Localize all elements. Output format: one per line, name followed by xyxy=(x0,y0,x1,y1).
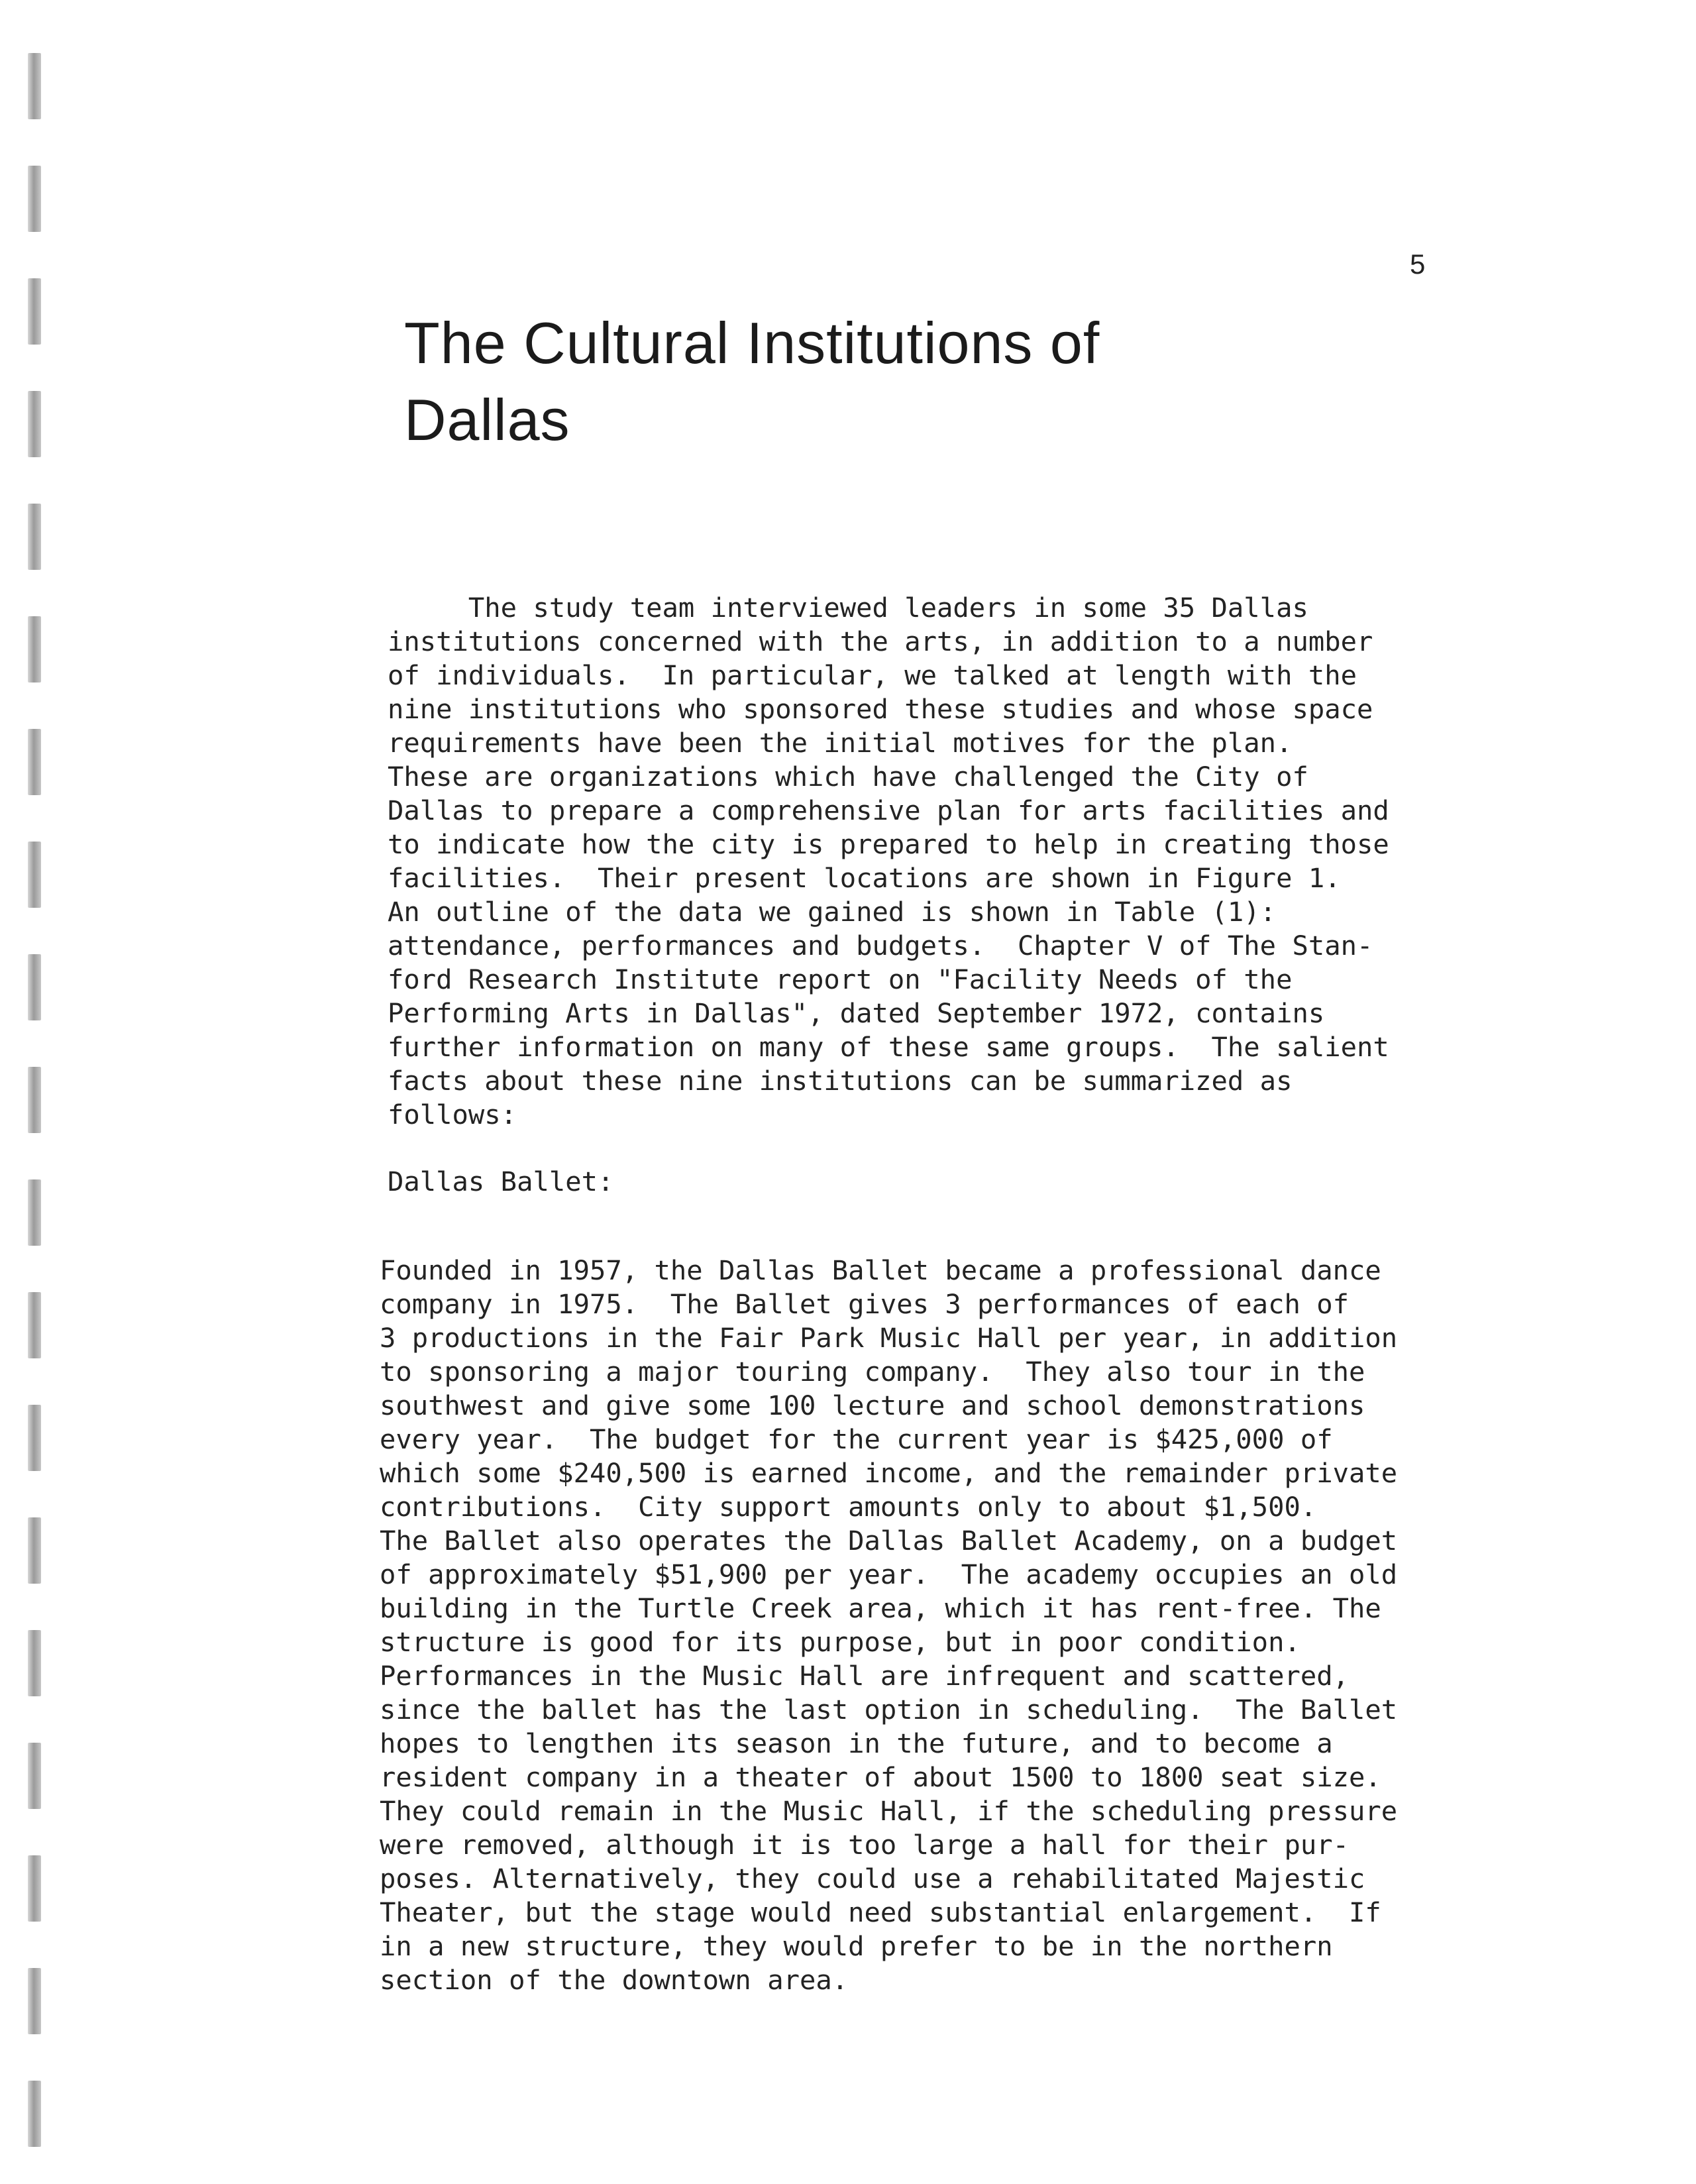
binding-hole xyxy=(28,1179,41,1246)
binding-hole xyxy=(28,1743,41,1809)
binding-hole xyxy=(28,954,41,1020)
section-heading-dallas-ballet: Dallas Ballet: xyxy=(388,1166,614,1197)
binding-hole xyxy=(28,53,41,119)
binding-hole xyxy=(28,1292,41,1358)
page-number: 5 xyxy=(1410,248,1426,280)
binding-hole xyxy=(28,1067,41,1133)
intro-paragraph: The study team interviewed leaders in some 35 Dallas institutions concerned with the arts, in addition to a number of individuals. In particular, we talked at length with the nine institutions who sponsored these studies and whose space requirements have been the initial motives for the plan. These are organizations which have challenged the City of Dallas to prepare a comprehensive plan for arts facilities and to indicate how the city is prepared to help in creating those facilities. Their present locations are shown in Figure 1. An outline of the data we gained is shown in Table (1): attendance, performances and budgets. Chapter V of The Stan- ford Research Institute report on "Facility Needs of the Performing Arts in Dallas", dated September 1972, contains further information on many of these same groups. The salient facts about these nine institutions can be summarized as follows: xyxy=(388,592,1389,1130)
binding-hole xyxy=(28,616,41,682)
page-title xyxy=(404,305,1332,459)
binding-hole xyxy=(28,2081,41,2147)
binding-hole xyxy=(28,1855,41,1922)
page-title-text: The Cultural Institutions of Dallas xyxy=(404,310,1100,453)
binding-hole xyxy=(28,1517,41,1584)
binding-hole xyxy=(28,391,41,457)
document-body xyxy=(380,591,1461,1996)
binding-hole xyxy=(28,1630,41,1696)
binding-hole xyxy=(28,842,41,908)
binding-hole xyxy=(28,278,41,345)
binding-hole xyxy=(28,166,41,232)
binding-hole xyxy=(28,504,41,570)
dallas-ballet-paragraph: Founded in 1957, the Dallas Ballet became a professional dance company in 1975. The Ballet gives 3 performances of each of 3 productions in the Fair Park Music Hall per year, in addition to sponsoring a major touring company. They also tour in the southwest and give some 100 lecture and school demonstrations every year. The budget for the current year is $425,000 of which some $240,500 is earned income, and the remainder private contributions. City support amounts only to about $1,500. The Ballet also operates the Dallas Ballet Academy, on a budget of approximately $51,900 per year. The academy occupies an old building in the Turtle Creek area, which it has rent-free. The structure is good for its purpose, but in poor condition. Performances in the Music Hall are infrequent and scattered, since the ballet has the last option in scheduling. The Ballet hopes to lengthen its season in the future, and to become a resident company in a theater of about 1500 to 1800 seat size. They could remain in the Music Hall, if the scheduling pressure were removed, although it is too large a hall for their pur- poses. Alternatively, they could use a rehabilitated Majestic Theater, but the stage would need substantial enlargement. If in a new structure, they would prefer to be in the northern section of the downtown area. xyxy=(380,1254,1398,1996)
binding-holes xyxy=(20,40,60,2147)
binding-hole xyxy=(28,729,41,795)
binding-hole xyxy=(28,1405,41,1471)
binding-hole xyxy=(28,1968,41,2034)
